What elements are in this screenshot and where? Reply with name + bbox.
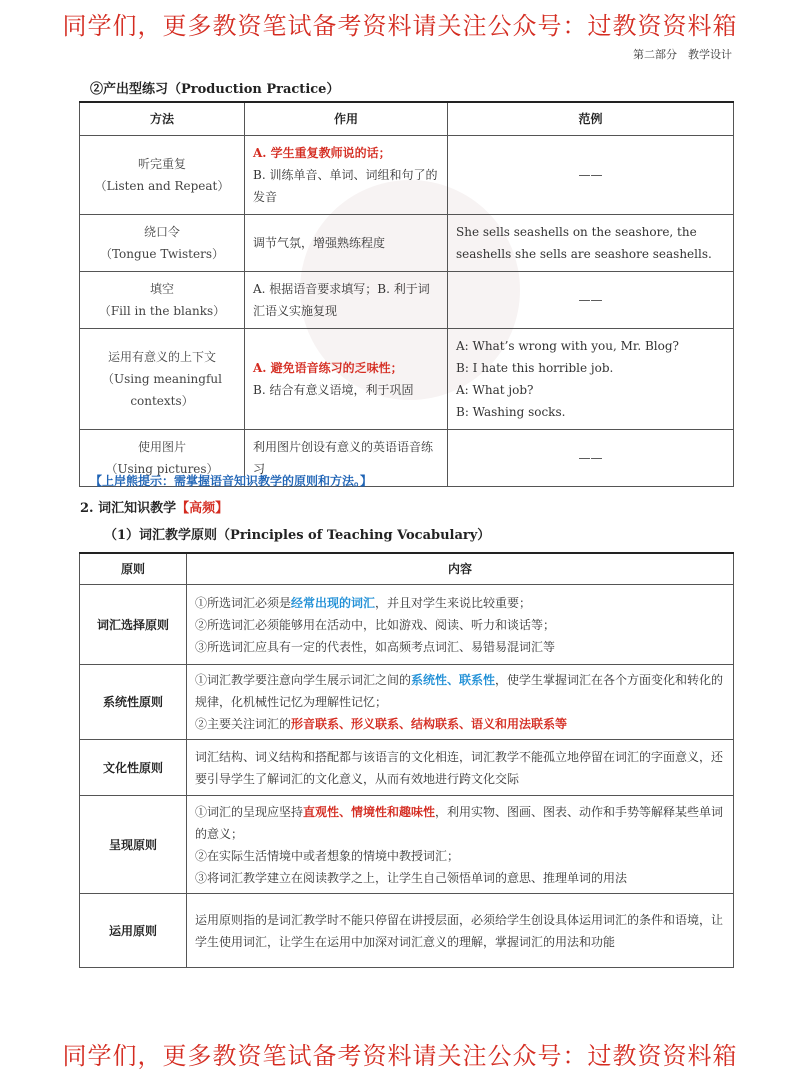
content-cell xyxy=(187,740,734,796)
content-text: ②主要关注词汇的 xyxy=(195,717,292,731)
principle-cell: 系统性原则 xyxy=(80,665,187,740)
content-line xyxy=(195,636,725,658)
effect-cell xyxy=(245,329,448,430)
example-cell: —— xyxy=(448,136,734,215)
content-text: 运用原则指的是词汇教学时不能只停留在讲授层面，必须给学生创设具体运用词汇的条件和语境，让学生使用词汇，让学生在运用中加深对词汇意义的理解，掌握词汇的用法和功能 xyxy=(195,912,724,949)
example-cell: She sells seashells on the seashore, the seashells she sells are seashore seashells. xyxy=(448,215,734,272)
content-cell xyxy=(187,665,734,740)
example-cell: —— xyxy=(448,430,734,487)
content-text: ①所选词汇必须是 xyxy=(195,595,292,610)
effect-highlight: A. 学生重复教师说的话； xyxy=(253,146,391,160)
tip-note: 【上岸熊提示：需掌握语音知识教学的原则和方法。】 xyxy=(90,474,373,488)
method-cell xyxy=(80,272,245,329)
effect-text: A. 根据语音要求填写；B. 利于词汇语义实施复现 xyxy=(253,282,430,318)
content-highlight: 直观性、情境性和趣味性 xyxy=(303,804,436,819)
top-banner: 同学们，更多教资笔试备考资料请关注公众号：过教资资料箱 xyxy=(62,12,738,40)
subsection-heading: （1）词汇教学原则（Principles of Teaching Vocabulary） xyxy=(104,528,491,543)
principle-cell: 词汇选择原则 xyxy=(80,585,187,665)
method-name: 听完重复 xyxy=(137,157,186,171)
content-text: ①词汇的呈现应坚持 xyxy=(195,804,304,819)
method-name: 运用有意义的上下文 xyxy=(107,350,216,364)
method-en: （Fill in the blanks） xyxy=(98,304,226,318)
content-line xyxy=(195,713,725,735)
effect-highlight: A. 避免语音练习的乏味性； xyxy=(253,361,403,375)
content-cell xyxy=(187,796,734,894)
content-line xyxy=(195,746,725,790)
table-row xyxy=(80,329,734,430)
table-header-row xyxy=(80,102,734,136)
content-text: ②所选词汇必须能够用在活动中，比如游戏、阅读、听力和谈话等； xyxy=(195,617,556,632)
method-cell xyxy=(80,329,245,430)
content-line xyxy=(195,614,725,636)
content-line xyxy=(195,669,725,713)
table-row xyxy=(80,740,734,796)
header-content: 内容 xyxy=(187,553,734,585)
principle-cell: 运用原则 xyxy=(80,894,187,968)
effect-text: 利用图片创设有意义的英语语音练习 xyxy=(253,440,434,476)
dialogue-line: A: What’s wrong with you, Mr. Blog? xyxy=(456,339,679,353)
effect-text: B. 训练单音、单词、词组和句了的发音 xyxy=(253,168,438,204)
header-example: 范例 xyxy=(448,102,734,136)
method-en: （Using meaningful contexts） xyxy=(102,372,222,408)
content-highlight: 形音联系、形义联系、结构联系、语义和用法联系等 xyxy=(291,717,568,731)
effect-cell xyxy=(245,215,448,272)
content-line xyxy=(195,909,725,953)
bottom-banner: 同学们，更多教资笔试备考资料请关注公众号：过教资资料箱 xyxy=(62,1042,738,1070)
table-row xyxy=(80,585,734,665)
table-row xyxy=(80,796,734,894)
content-text: ①词汇教学要注意向学生展示词汇之间的 xyxy=(195,673,412,687)
content-highlight: 系统性、联系性 xyxy=(411,673,496,687)
dialogue-line: A: What job? xyxy=(456,383,534,397)
content-text: ，并且对学生来说比较重要； xyxy=(375,595,532,610)
method-name: 填空 xyxy=(149,282,174,296)
content-text: ，使学生掌握词汇在各个方面变化和转化的规律，化机械性记忆为理解性记忆； xyxy=(195,673,724,709)
principle-cell: 文化性原则 xyxy=(80,740,187,796)
method-en: （Using pictures） xyxy=(105,462,219,476)
header-effect: 作用 xyxy=(245,102,448,136)
effect-text: B. 结合有意义语境，利于巩固 xyxy=(253,383,414,397)
principle-cell: 呈现原则 xyxy=(80,796,187,894)
chapter-label: 第二部分 教学设计 xyxy=(633,48,732,61)
dialogue-line: B: I hate this horrible job. xyxy=(456,361,614,375)
content-line xyxy=(195,801,725,845)
production-practice-table xyxy=(79,101,734,487)
header-method: 方法 xyxy=(80,102,245,136)
content-text: ②在实际生活情境中或者想象的情境中教授词汇； xyxy=(195,848,460,863)
table-row xyxy=(80,665,734,740)
example-cell xyxy=(448,329,734,430)
content-line xyxy=(195,867,725,889)
method-name: 绕口令 xyxy=(143,225,180,239)
effect-cell xyxy=(245,272,448,329)
frequency-tag: 【高频】 xyxy=(176,501,229,516)
section-heading xyxy=(80,497,228,516)
effect-text: 调节气氛，增强熟练程度 xyxy=(253,236,386,250)
content-line xyxy=(195,592,725,614)
example-cell: —— xyxy=(448,272,734,329)
dialogue-line: B: Washing socks. xyxy=(456,405,566,419)
header-principle: 原则 xyxy=(80,553,187,585)
vocabulary-principles-table xyxy=(79,552,734,968)
method-en: （Listen and Repeat） xyxy=(94,179,230,193)
section-title: ②产出型练习（Production Practice） xyxy=(90,82,340,97)
table-row xyxy=(80,272,734,329)
method-cell xyxy=(80,215,245,272)
effect-cell xyxy=(245,136,448,215)
table-row xyxy=(80,136,734,215)
content-text: ，利用实物、图画、图表、动作和手势等解释某些单词的意义； xyxy=(195,804,724,841)
method-en: （Tongue Twisters） xyxy=(99,247,224,261)
content-text: 词汇结构、词义结构和搭配都与该语言的文化相连，词汇教学不能孤立地停留在词汇的字面意义，还要引导学生了解词汇的文化意义，从而有效地进行跨文化交际 xyxy=(195,749,724,786)
content-cell xyxy=(187,894,734,968)
section-heading-text: 2. 词汇知识教学 xyxy=(80,501,177,516)
method-cell xyxy=(80,136,245,215)
content-line xyxy=(195,845,725,867)
method-name: 使用图片 xyxy=(137,440,186,454)
table-header-row xyxy=(80,553,734,585)
content-highlight: 经常出现的词汇 xyxy=(291,595,376,610)
content-text: ③所选词汇应具有一定的代表性，如高频考点词汇、易错易混词汇等 xyxy=(195,639,556,654)
table-row xyxy=(80,215,734,272)
table-row xyxy=(80,894,734,968)
content-cell xyxy=(187,585,734,665)
content-text: ③将词汇教学建立在阅读教学之上，让学生自己领悟单词的意思、推理单词的用法 xyxy=(195,870,628,885)
